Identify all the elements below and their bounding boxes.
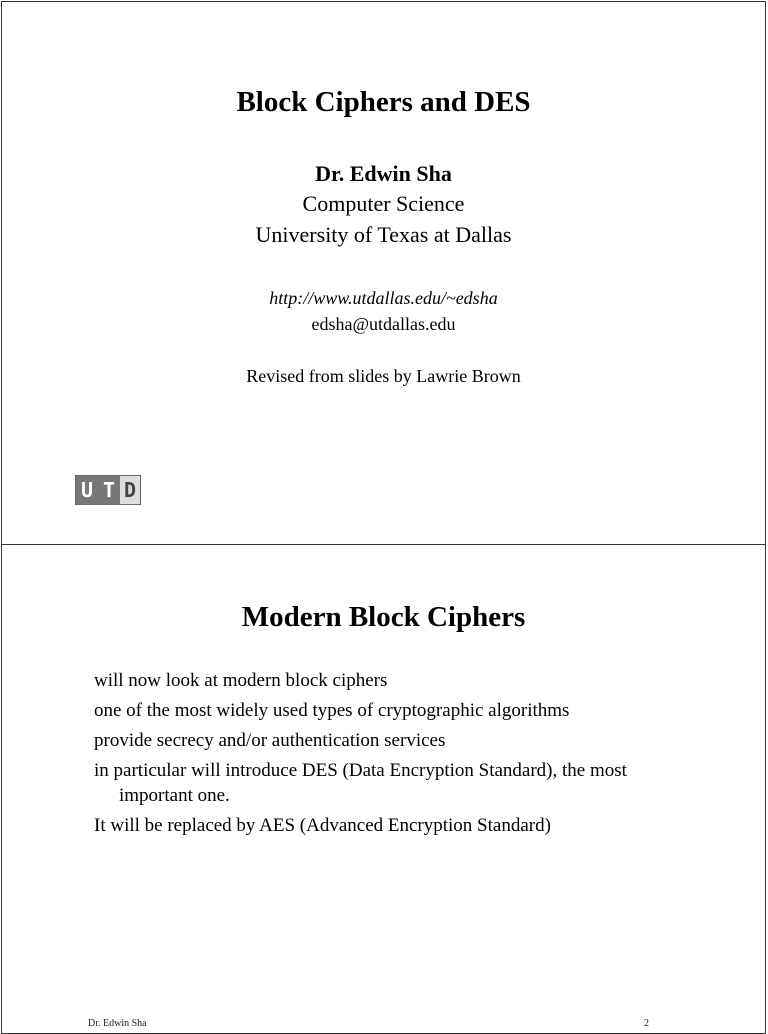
slide-title: Modern Block Ciphers xyxy=(241,601,526,633)
homepage-url[interactable]: http://www.utdallas.edu/~edsha xyxy=(269,288,498,308)
utd-logo xyxy=(75,475,141,505)
logo-letter-d: D xyxy=(120,476,140,504)
bullet-item: provide secrecy and/or authentication services xyxy=(94,730,446,751)
page-number: 2 xyxy=(644,1018,649,1029)
author-name: Dr. Edwin Sha xyxy=(315,161,452,186)
bullet-item: in particular will introduce DES (Data Encryption Standard), the most important one. xyxy=(94,760,627,806)
logo-letter-t: T xyxy=(98,476,120,504)
email-address[interactable]: edsha@utdallas.edu xyxy=(311,314,456,334)
university: University of Texas at Dallas xyxy=(255,222,512,247)
slide-1 xyxy=(1,1,766,545)
revised-note: Revised from slides by Lawrie Brown xyxy=(246,366,521,386)
bullet-item: will now look at modern block ciphers xyxy=(94,670,388,691)
bullet-list xyxy=(94,668,674,843)
department: Computer Science xyxy=(302,191,465,216)
slide-title: Block Ciphers and DES xyxy=(236,86,531,118)
logo-letter-u: U xyxy=(76,476,98,504)
slide-2 xyxy=(1,544,766,1034)
footer-author: Dr. Edwin Sha xyxy=(88,1018,147,1029)
bullet-item: one of the most widely used types of cryptographic algorithms xyxy=(94,700,570,721)
bullet-item: It will be replaced by AES (Advanced Encryption Standard) xyxy=(94,815,551,836)
